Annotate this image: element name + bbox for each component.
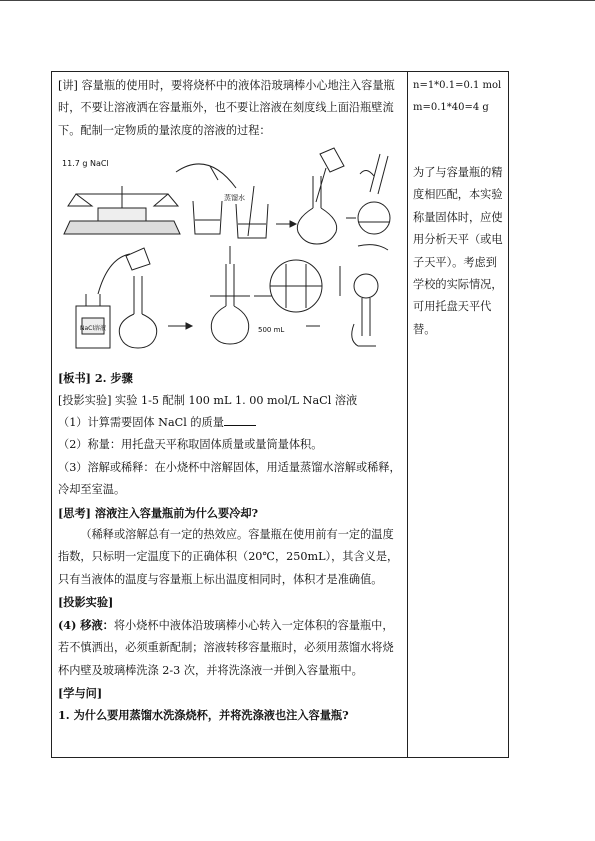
think-question: [58, 502, 403, 524]
projection-experiment-2: [投影实验]: [58, 595, 114, 610]
page-top-rule: [0, 0, 595, 1]
step-1-text: （1）计算需要固体 NaCl 的质量: [58, 416, 224, 430]
learn-and-ask: [学与问]: [58, 685, 103, 700]
step-3: （3）溶解或稀释：在小烧杯中溶解固体，用适量蒸馏水溶解或稀释，冷却至室温。: [58, 460, 401, 497]
step-1: [58, 412, 403, 434]
side-calculation: [413, 75, 507, 120]
hand-illustration: [358, 245, 388, 250]
step-4-tag: (4) 移液：: [58, 617, 114, 632]
beaker-2: [236, 204, 268, 238]
figure-label-water: 蒸馏水: [224, 194, 245, 203]
main-column: [58, 75, 403, 727]
projection-experiment-1: [投影实验] 实验 1-5 配制 100 mL 1. 00 mol/L NaCl 溶液: [58, 393, 358, 407]
beaker-1: [193, 201, 222, 234]
think-tag: [思考]: [58, 505, 91, 520]
column-divider: [407, 72, 408, 757]
figure-label-volume: 500 mL: [258, 326, 285, 335]
balance-illustration: [64, 164, 236, 234]
step-2: （2）称量：用托盘天平称取固体质量或量筒量体积。: [58, 438, 323, 452]
figure-label-bottle: NaCl溶液: [80, 325, 107, 333]
side-note: 为了与容量瓶的精度相匹配，本实验称量固体时，应使用分析天平（或电子天平）。考虑到学校的实际情况，可用托盘天平代替。: [413, 166, 503, 336]
lesson-table: [51, 71, 509, 758]
step-4-text: 将小烧杯中液体沿玻璃棒小心转入一定体积的容量瓶中，若不慎洒出，必须重新配制；溶液转移容量瓶时，必须用蒸馏水将烧杯内壁及玻璃棒洗涤 2-3 次，并将洗涤液一并倒入容量瓶中。: [58, 618, 394, 677]
think-question-text: 溶液注入容量瓶前为什么要冷却?: [94, 505, 259, 520]
step-4: [58, 614, 403, 682]
procedure-figure: [58, 146, 403, 361]
lecture-paragraph: [讲] 容量瓶的使用时，要将烧杯中的液体沿玻璃棒小心地注入容量瓶时，不要让溶液洒在容量瓶外，也不要让溶液在刻度线上面沿瓶壁流下。配制一定物质的量浓度的溶液的过程：: [58, 79, 395, 137]
answer-blank: [224, 413, 256, 426]
think-answer: （稀释或溶解总有一定的热效应。容量瓶在使用前有一定的温度指数，只标明一定温度下的正确体积（20℃，250mL），其含义是，只有当液体的温度与容量瓶上标出温度相同时，体积才是准确值。: [58, 528, 399, 586]
question-1: 1. 为什么要用蒸馏水洗涤烧杯，并将洗涤液也注入容量瓶?: [58, 708, 349, 723]
figure-label-nacl: 11.7 g NaCl: [62, 159, 109, 169]
board-heading: [板书] 2. 步骤: [58, 371, 133, 386]
calc-moles: n=1*0.1=0.1 mol: [413, 80, 502, 91]
calc-mass: m=0.1*40=4 g: [413, 102, 489, 114]
